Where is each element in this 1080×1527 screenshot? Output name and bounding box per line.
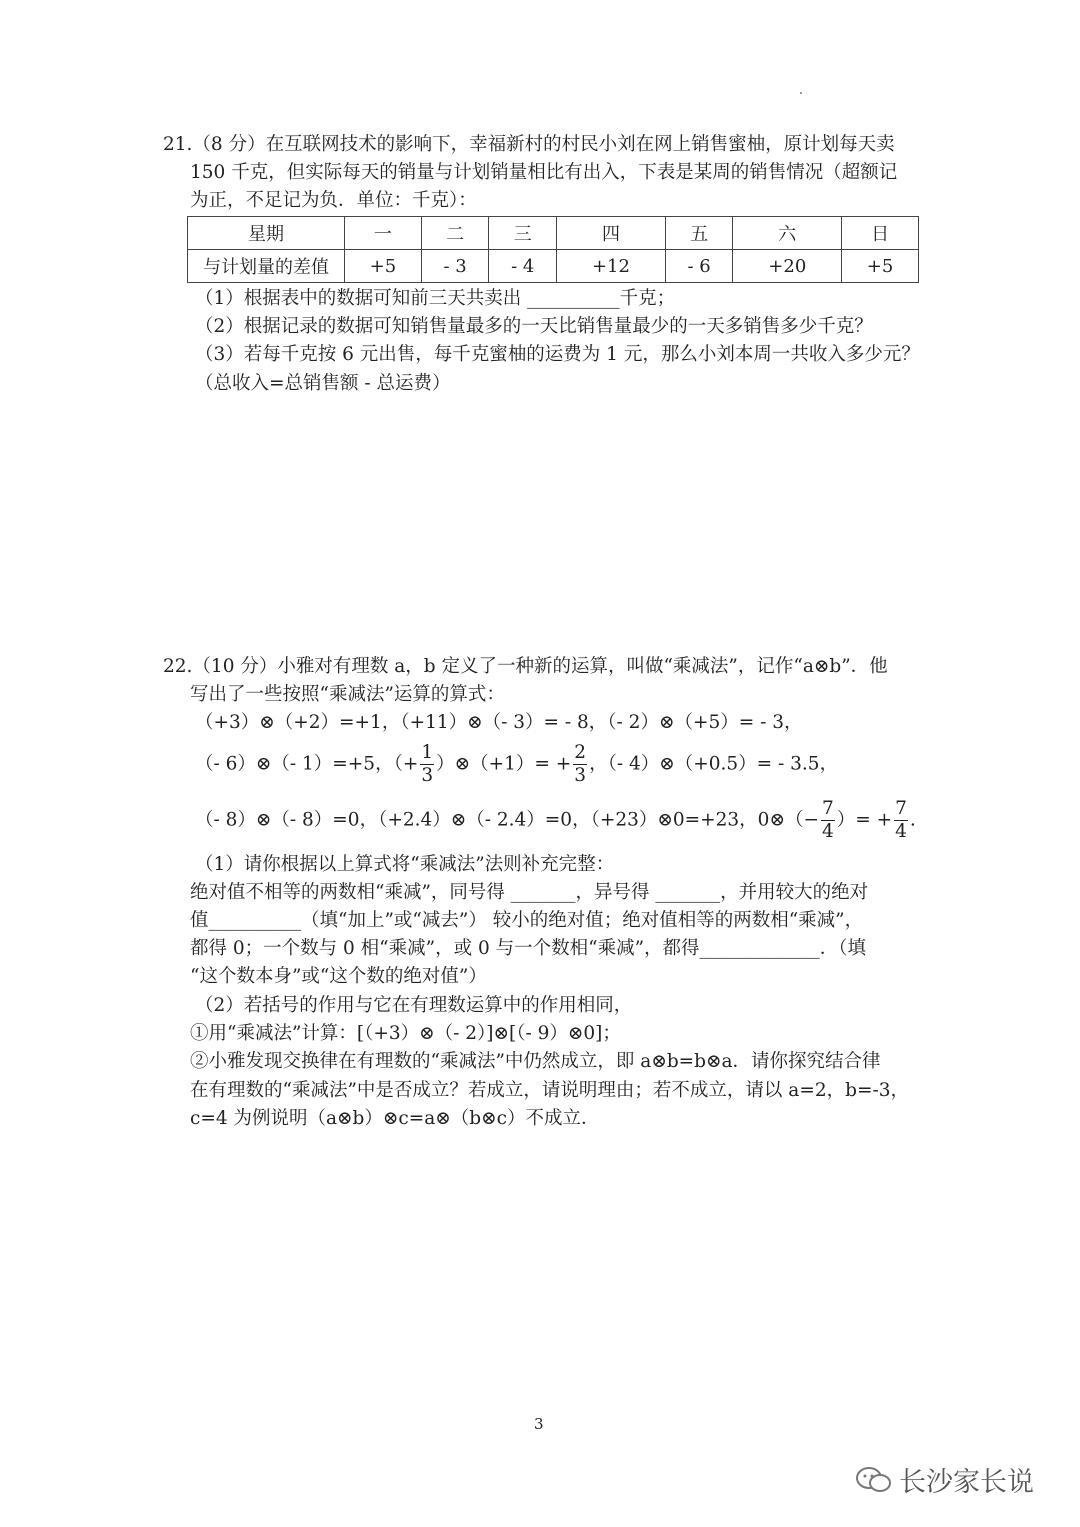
q21-sub: （1）根据表中的数据可知前三天共卖出 __________千克； — [195, 288, 676, 309]
q22-line: （1）请你根据以上算式将“乘减法”法则补充完整： — [195, 854, 615, 875]
table-cell: 日 — [842, 217, 919, 250]
sales-table — [187, 216, 919, 283]
table-cell: 五 — [665, 217, 733, 250]
q21-sub: （3）若每千克按 6 元出售，每千克蜜柚的运费为 1 元，那么小刘本周一共收入多少元？ — [195, 344, 920, 365]
equation-row — [195, 742, 838, 787]
table-cell: +5 — [345, 250, 422, 283]
eq-text: . — [909, 809, 916, 831]
table-cell: 四 — [557, 217, 666, 250]
q22-line: （2）若括号的作用与它在有理数运算中的作用相同， — [195, 995, 633, 1016]
table-cell: 二 — [421, 217, 489, 250]
table-cell: +12 — [557, 250, 666, 283]
table-row — [188, 250, 919, 283]
fraction — [420, 742, 434, 787]
watermark-text: 长沙家长说 — [899, 1467, 1034, 1498]
table-header-row — [188, 217, 919, 250]
fraction — [821, 798, 835, 843]
q22-line: 都得 0；一个数与 0 相“乘减”，或 0 与一个数相“乘减”，都得_____________．（填 — [190, 938, 867, 959]
q22-line: 写出了一些按照“乘减法”运算的算式： — [190, 684, 505, 705]
table-cell: +20 — [733, 250, 842, 283]
table-cell: - 6 — [665, 250, 733, 283]
table-cell: 与计划量的差值 — [188, 250, 345, 283]
eq-text: （- 6）⊗（- 1）=+5，（+ — [195, 753, 419, 775]
denominator: 3 — [421, 765, 434, 786]
fraction — [894, 798, 908, 843]
page-number: 3 — [534, 1415, 544, 1433]
q21-sub: （2）根据记录的数据可知销售量最多的一天比销售量最少的一天多销售多少千克？ — [195, 316, 873, 337]
numerator: 7 — [821, 798, 834, 819]
equation-row: （+3）⊗（+2）=+1，（+11）⊗（- 3）= - 8，（- 2）⊗（+5）= - 3， — [195, 712, 803, 733]
q22-line: 值__________（填“加上”或“减去”） 较小的绝对值；绝对值相等的两数相“乘减”， — [190, 910, 864, 931]
numerator: 1 — [421, 742, 434, 763]
table-cell: - 4 — [489, 250, 557, 283]
numerator: 2 — [574, 742, 587, 763]
equation-row — [195, 798, 916, 843]
eq-text: ）⊗（+1）= + — [436, 753, 572, 775]
numerator: 7 — [895, 798, 907, 819]
table-cell: 星期 — [188, 217, 345, 250]
table-cell: +5 — [842, 250, 919, 283]
q22-line: 22.（10 分）小雅对有理数 a，b 定义了一种新的运算，叫做“乘减法”，记作“a⊗b”．他 — [163, 656, 888, 677]
q22-line: ②小雅发现交换律在有理数的“乘减法”中仍然成立，即 a⊗b=b⊗a．请你探究结合律 — [190, 1051, 881, 1072]
q22-line: “这个数本身”或“这个数的绝对值”） — [190, 966, 487, 987]
q21-line: 21.（8 分）在互联网技术的影响下，幸福新村的村民小刘在网上销售蜜柚，原计划每天卖 — [163, 134, 895, 155]
q21-line: 为正，不足记为负．单位：千克）： — [190, 190, 477, 211]
q22-line: 在有理数的“乘减法”中是否成立？若成立，请说明理由；若不成立，请以 a=2，b=-3， — [190, 1080, 909, 1101]
q22-line: 绝对值不相等的两数相“乘减”，同号得 _______，异号得 _______，并用较大的绝对 — [190, 882, 869, 903]
q22-line: c=4 为例说明（a⊗b）⊗c=a⊗（b⊗c）不成立． — [190, 1108, 600, 1129]
eq-text: ）= + — [836, 809, 893, 831]
denominator: 4 — [821, 821, 834, 842]
fraction — [573, 742, 587, 787]
q22-line: ①用“乘减法”计算：[（+3）⊗（- 2）]⊗[（- 9）⊗0]； — [190, 1023, 621, 1044]
watermark — [855, 1460, 1034, 1499]
table-cell: 三 — [489, 217, 557, 250]
eq-text: ，（- 4）⊗（+0.5）= - 3.5， — [589, 753, 839, 775]
eq-text: （- 8）⊗（- 8）=0，（+2.4）⊗（- 2.4）=0，（+23）⊗0=+23，0⊗（− — [195, 809, 819, 831]
q21-sub: （总收入=总销售额 - 总运费） — [195, 373, 451, 394]
denominator: 3 — [574, 765, 587, 786]
speck — [800, 92, 802, 94]
q21-line: 150 千克，但实际每天的销量与计划销量相比有出入，下表是某周的销售情况（超额记 — [190, 162, 898, 183]
table-cell: - 3 — [421, 250, 489, 283]
table-cell: 六 — [733, 217, 842, 250]
wechat-icon — [855, 1466, 893, 1494]
table-cell: 一 — [345, 217, 422, 250]
denominator: 4 — [895, 821, 907, 842]
